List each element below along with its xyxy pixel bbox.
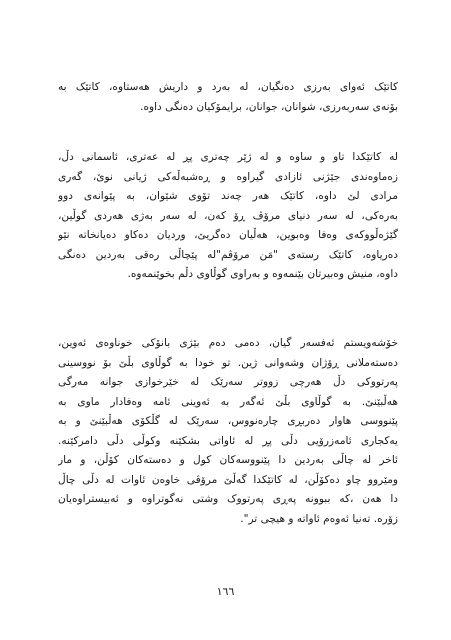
text-line: زەماوەندی جێژنی ئازادی گیراوە و ڕەشبەڵەکی ژیانی نوێ، گەری bbox=[58, 170, 398, 183]
text-line: داوە، منیش وەبیرتان بێنمەوە و بەراوی گوڵاوی دڵم بخوێنمەوە. bbox=[127, 268, 398, 280]
text-line: خۆشەویستم ئەفسەر گیان، دەمی دەم بێژی بانۆکی خوناوەی ئەوین، bbox=[58, 337, 398, 349]
text-line: یەکجاری ئامەزرۆیی دڵی پڕ لە ئاواتی بشکێنە وکوڵی دڵی دامرکێنە. bbox=[58, 434, 398, 447]
text-line: دەریاوە، کاتێک رستەی "مَن مرۆڤم"لە پێچاڵی رەقی بەردین دەنگی bbox=[58, 248, 398, 261]
text-line: بەرەکی، لە سەر دنیای مرۆڤ ڕۆ کەن، لە سەر بەژی هەردی گوڵین، bbox=[58, 209, 398, 222]
paragraph-2 bbox=[58, 148, 398, 285]
text-line: ومێروو چاو دەکۆڵن، لە کاتێکدا گەڵێ مرۆڤی خاوەن ئاوات لە دڵی چاڵ bbox=[58, 473, 398, 486]
text-line: هەڵبێنێ. بە گوڵاوی بڵێ ئەگەر بە ئەوینی ئامە وەفادار ماوی بە bbox=[58, 395, 398, 408]
text-line: مرادی لێ داوە، کاتێک هەر چەند تۆوی شێوان، بە پێوانەی دوو bbox=[58, 190, 398, 202]
text-line: دا هەن ،کە ببوونە پەڕی پەرتووک وشتی نەگوتراوە و ئەبیستراوەیان bbox=[58, 493, 398, 505]
text-line: پێنووسی هاوار دەربڕی چارەنووس، سەرێک لە گڵکۆی هەڵبێنێ و بە bbox=[58, 415, 398, 427]
page-number: ١٦٦ bbox=[216, 585, 235, 598]
text-line: زۆرە. تەنیا ئەوەم ئاواتە و هیچی تر". bbox=[240, 512, 398, 525]
text-line: پەرتووکی دڵ هەرچی زووتر سەرێک لە خێرخوازی جوانە مەرگی bbox=[58, 376, 398, 388]
paragraph-3 bbox=[58, 334, 398, 529]
paragraph-1 bbox=[58, 78, 398, 117]
text-line: ئاخر لە چاڵی بەردین دا پێنووسەکان کول و دەستەکان کۆڵن، و مار bbox=[58, 454, 398, 466]
text-line: لە کاتێکدا تاو و ساوە و لە ژێر چەتری پڕ لە عەتری، ئاسمانی دڵ، bbox=[58, 151, 398, 163]
text-line: گێژەڵووکەی وەفا وەبوین، هەڵیان دەگریێ، وردیان دەکاو دەیانخاتە نێو bbox=[58, 229, 398, 241]
text-line: بۆنەی سەربەرزی، شوانان، جوانان، برایمۆکیان دەنگی داوە. bbox=[140, 100, 398, 113]
text-line: دەستەملانی ڕۆژان وشەوانی ژین. تو خودا بە گوڵاوی بڵێ بۆ نووسینی bbox=[58, 356, 398, 369]
text-line: کاتێک ئەوای بەرزی دەنگیان، لە بەرد و داریش هەستاوە، کاتێک بە bbox=[58, 81, 398, 93]
